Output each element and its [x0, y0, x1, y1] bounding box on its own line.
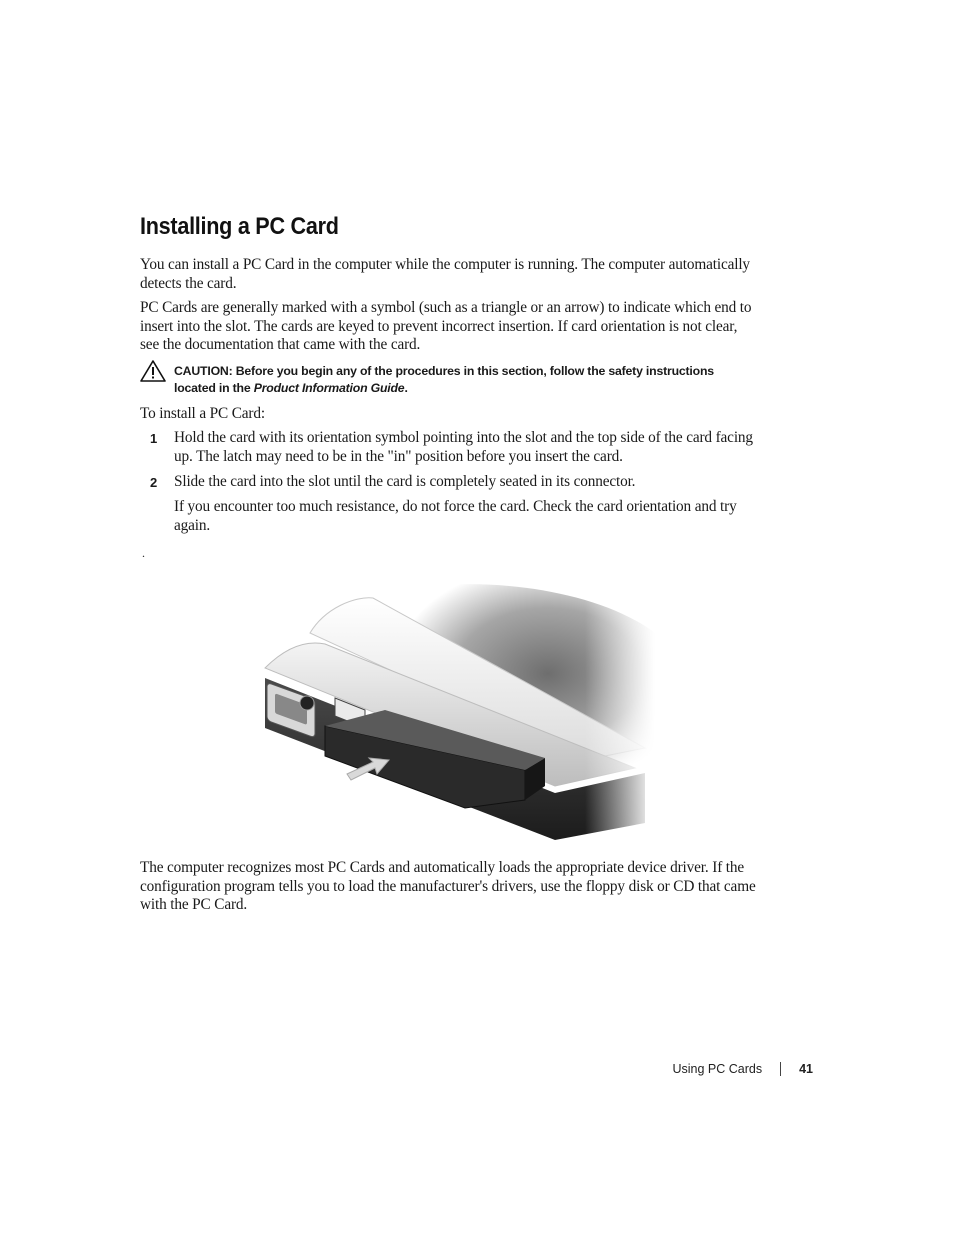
- warning-triangle-icon: [140, 360, 166, 382]
- footer-separator: [780, 1062, 781, 1076]
- page-title: Installing a PC Card: [140, 213, 339, 240]
- intro-paragraph-2: PC Cards are generally marked with a symbol (such as a triangle or an arrow) to indicate which end to insert into the slot. The cards are keyed to prevent incorrect insertion. If card orientation is not clear, see the documentation that came with the card.: [140, 299, 752, 354]
- stray-dot: .: [142, 546, 145, 560]
- install-intro: To install a PC Card:: [140, 405, 265, 422]
- caution-text: Before you begin any of the procedures in this section, follow the safety instructions located in the: [174, 364, 714, 395]
- page-footer: [672, 1062, 813, 1076]
- caution-label: CAUTION:: [174, 364, 233, 378]
- caution-note: [174, 363, 754, 397]
- caution-text-end: .: [404, 381, 408, 395]
- product-guide-reference: Product Information Guide: [253, 381, 405, 395]
- pc-card-insertion-illustration: [255, 578, 655, 840]
- page-number: 41: [799, 1062, 813, 1076]
- closing-paragraph: The computer recognizes most PC Cards and automatically loads the appropriate device driver. If the configuration program tells you to load the manufacturer's drivers, use the floppy disk or CD that came with the PC Card.: [140, 859, 756, 914]
- footer-section-title: Using PC Cards: [672, 1062, 763, 1076]
- step-2-note: If you encounter too much resistance, do not force the card. Check the card orientation and try again.: [174, 498, 737, 534]
- step-number-2: 2: [150, 475, 158, 490]
- step-text-1: Hold the card with its orientation symbol pointing into the slot and the top side of the card facing up. The latch may need to be in the "in" position before you insert the card.: [174, 429, 753, 465]
- step-text-2: Slide the card into the slot until the card is completely seated in its connector.: [174, 473, 636, 490]
- intro-paragraph-1: You can install a PC Card in the computer while the computer is running. The computer automatically detects the card.: [140, 256, 750, 292]
- step-number-1: 1: [150, 431, 158, 446]
